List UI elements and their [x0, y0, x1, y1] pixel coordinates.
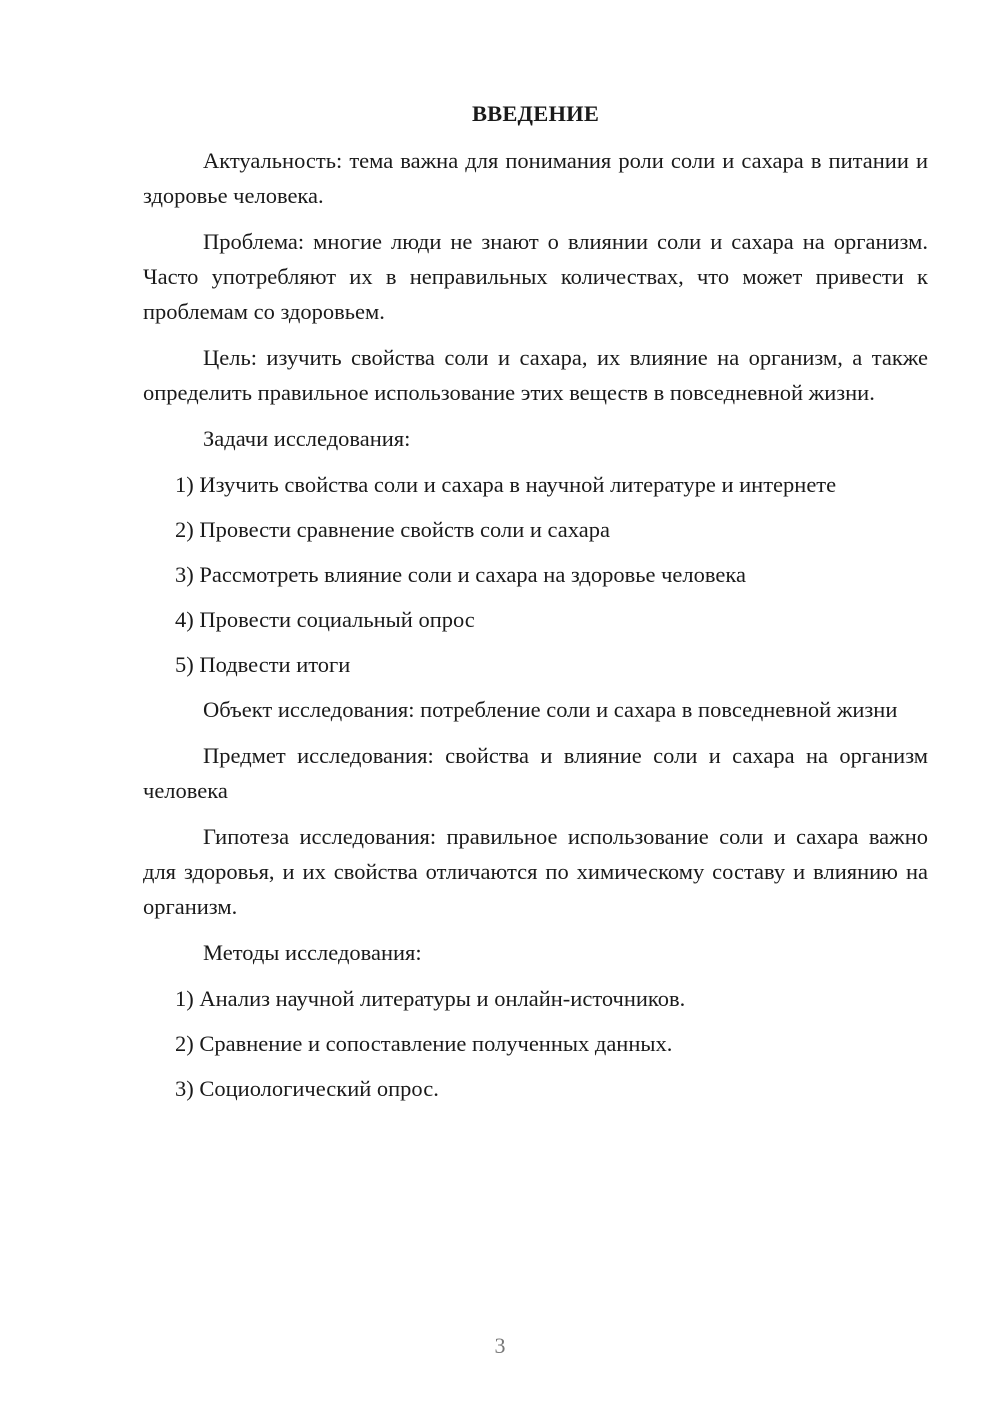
list-item: 4) Провести социальный опрос [175, 607, 475, 632]
goal-paragraph: Цель: изучить свойства соли и сахара, их влияние на организм, а также определить правильное использование этих веществ в повседневной жизни. [143, 345, 928, 405]
list-item: 5) Подвести итоги [175, 652, 351, 677]
page-number: 3 [494, 1333, 506, 1358]
methods-list [143, 981, 928, 1106]
relevance-paragraph: Актуальность: тема важна для понимания роли соли и сахара в питании и здоровье человека. [143, 148, 928, 208]
tasks-heading: Задачи исследования: [203, 426, 411, 451]
list-item: 2) Провести сравнение свойств соли и сахара [175, 517, 610, 542]
object-paragraph: Объект исследования: потребление соли и сахара в повседневной жизни [203, 697, 898, 722]
section-title: ВВЕДЕНИЕ [471, 101, 600, 126]
list-item: 2) Сравнение и сопоставление полученных данных. [175, 1031, 673, 1056]
subject-paragraph: Предмет исследования: свойства и влияние соли и сахара на организм человека [143, 743, 928, 803]
methods-heading: Методы исследования: [203, 940, 422, 965]
document-body [143, 96, 928, 1116]
list-item: 3) Социологический опрос. [175, 1076, 439, 1101]
hypothesis-paragraph: Гипотеза исследования: правильное использование соли и сахара важно для здоровья, и их свойства отличаются по химическому составу и влиянию на организм. [143, 824, 928, 919]
list-item: 1) Анализ научной литературы и онлайн-источников. [175, 986, 686, 1011]
problem-paragraph: Проблема: многие люди не знают о влиянии соли и сахара на организм. Часто употребляют их в неправильных количествах, что может привести к проблемам со здоровьем. [143, 229, 928, 324]
list-item: 3) Рассмотреть влияние соли и сахара на здоровье человека [175, 562, 746, 587]
list-item: 1) Изучить свойства соли и сахара в научной литературе и интернете [175, 472, 837, 497]
tasks-list [143, 467, 928, 682]
